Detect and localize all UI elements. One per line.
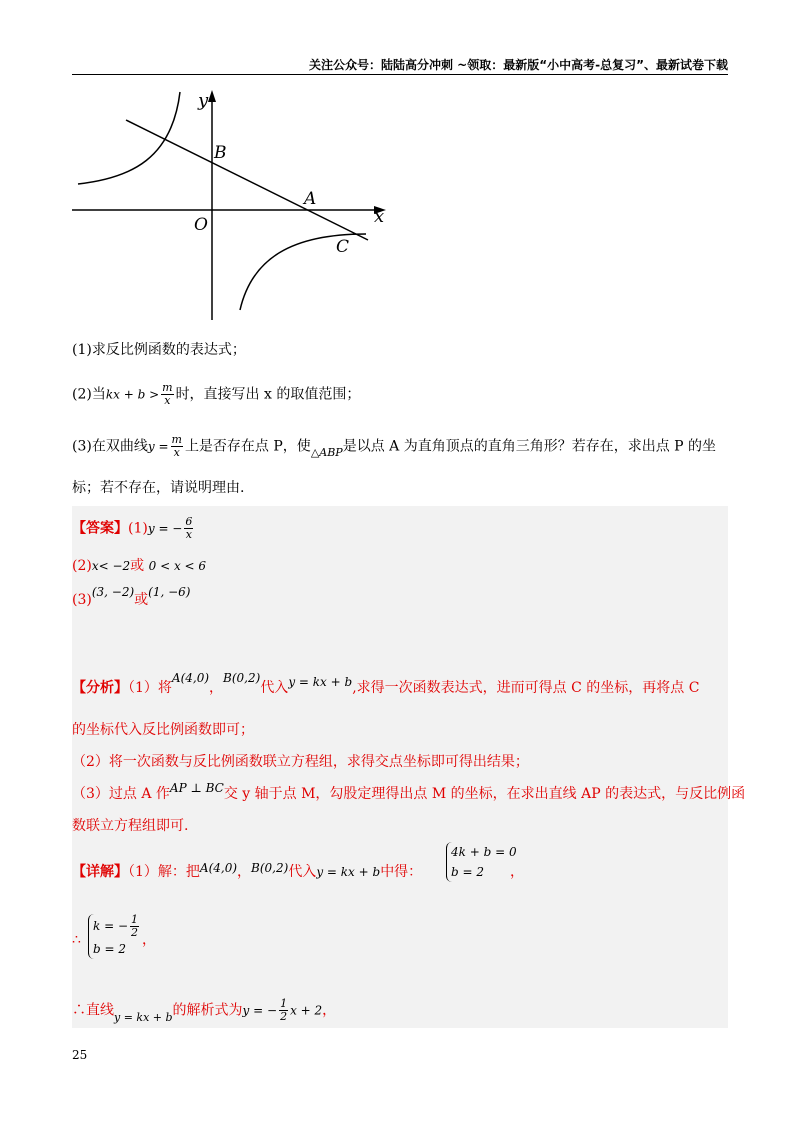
answer-1-prefix: (1) bbox=[128, 520, 148, 537]
detail-system-2-fraction bbox=[130, 914, 139, 939]
answer-2 bbox=[72, 556, 206, 576]
detail-line-3 bbox=[72, 998, 336, 1023]
answer-2-or: 或 bbox=[130, 558, 145, 574]
q2-suffix: 时，直接写出 x 的取值范围； bbox=[175, 386, 361, 403]
analysis-l1-a: （1）将 bbox=[128, 680, 172, 696]
detail-therefore: ∴ bbox=[72, 932, 81, 948]
detail-line-1 bbox=[72, 862, 422, 882]
detail-tag: 【详解】 bbox=[72, 864, 128, 880]
answer-3-point-2: (1, −6) bbox=[148, 585, 191, 599]
q3-triangle: △ABP bbox=[310, 445, 343, 459]
answer-2-prefix: (2) bbox=[72, 558, 92, 574]
linear-function-line bbox=[126, 120, 368, 240]
q3-suffix: 是以点 A 为直角顶点的直角三角形？若存在，求出点 P 的坐 bbox=[342, 438, 717, 455]
label-a: A bbox=[304, 189, 317, 209]
page-header: 关注公众号：陆陆高分冲刺 ~领取：最新版“小中高考-总复习”、最新试卷下载 bbox=[309, 58, 728, 72]
detail-l1-b: 代入 bbox=[288, 864, 317, 880]
q3-numerator: m bbox=[171, 433, 182, 446]
detail-l3-b: 的解析式为 bbox=[172, 1002, 243, 1019]
detail-l3-equation: y = kx + b bbox=[114, 1010, 173, 1024]
q2-fraction bbox=[161, 382, 173, 407]
page-number: 25 bbox=[72, 1048, 88, 1062]
detail-equation: y = kx + b bbox=[316, 865, 381, 879]
analysis-l4-b: 交 y 轴于点 M，勾股定理得出点 M 的坐标，在求出直线 AP 的表达式，与反比例函 bbox=[223, 786, 746, 802]
q2-prefix: (2)当 bbox=[72, 386, 106, 403]
y-axis-arrow bbox=[208, 90, 216, 102]
detail-comma-2: ， bbox=[142, 932, 156, 948]
function-graph bbox=[72, 88, 392, 320]
question-2 bbox=[72, 382, 360, 407]
label-origin: O bbox=[194, 215, 208, 235]
analysis-perpendicular: AP ⊥ BC bbox=[169, 781, 224, 795]
label-y: y bbox=[198, 90, 209, 111]
question-1: (1)求反比例函数的表达式； bbox=[72, 342, 246, 358]
hyperbola-left-branch bbox=[78, 92, 180, 184]
answer-3-point-1: (3, −2) bbox=[91, 585, 135, 599]
analysis-line-5: 数联立方程组即可. bbox=[72, 818, 189, 834]
question-3-line-2: 标；若不存在，请说明理由. bbox=[72, 480, 245, 496]
q3-y: y = bbox=[147, 439, 169, 454]
answer-3-prefix: (3) bbox=[72, 592, 92, 608]
detail-l3-y: y = − bbox=[242, 1003, 278, 1018]
q3-denominator: x bbox=[173, 446, 180, 459]
header-rule bbox=[72, 74, 728, 75]
analysis-line-3: （2）将一次函数与反比例函数联立方程组，求得交点坐标即可得出结果； bbox=[72, 754, 529, 770]
detail-system-1 bbox=[446, 842, 517, 882]
answer-1-numerator: 6 bbox=[185, 515, 193, 528]
analysis-sep: ， bbox=[209, 680, 224, 696]
q2-denominator: x bbox=[164, 394, 171, 407]
question-3 bbox=[72, 434, 716, 459]
analysis-l1-c: ,求得一次函数表达式，进而可得点 C 的坐标，再将点 C bbox=[352, 680, 700, 696]
label-c: C bbox=[336, 237, 350, 257]
detail-l3-comma: ， bbox=[322, 1002, 337, 1019]
detail-l3-fraction bbox=[279, 998, 288, 1023]
detail-sep: ， bbox=[237, 864, 252, 880]
detail-point-b: B(0,2) bbox=[251, 861, 289, 875]
answer-2-expression-2: 0 < x < 6 bbox=[148, 559, 207, 573]
answer-3-or: 或 bbox=[134, 592, 149, 608]
analysis-point-b: B(0,2) bbox=[223, 671, 261, 685]
detail-comma-1: ， bbox=[510, 864, 524, 880]
analysis-line-4 bbox=[72, 781, 746, 804]
q2-numerator: m bbox=[162, 381, 173, 394]
answer-1 bbox=[72, 516, 195, 541]
q3-mid: 上是否存在点 P，使 bbox=[184, 438, 311, 455]
q2-expression: kx + b > bbox=[105, 387, 160, 402]
analysis-equation: y = kx + b bbox=[288, 675, 353, 689]
detail-system-1-row-2: b = 2 bbox=[451, 865, 484, 879]
answer-3 bbox=[72, 585, 191, 610]
analysis-line-2: 的坐标代入反比例函数即可； bbox=[72, 722, 254, 738]
q3-fraction bbox=[171, 434, 183, 459]
answer-1-expression: y = − bbox=[147, 521, 183, 536]
detail-system-2-row-1 bbox=[93, 914, 141, 939]
analysis-line-1 bbox=[72, 671, 700, 698]
analysis-point-a: A(4,0) bbox=[171, 671, 210, 685]
detail-l3-numerator: 1 bbox=[280, 997, 288, 1010]
analysis-l1-b: 代入 bbox=[260, 680, 289, 696]
answer-1-fraction bbox=[184, 516, 193, 541]
answer-1-denominator: x bbox=[185, 528, 192, 541]
detail-system-2 bbox=[88, 914, 141, 959]
label-x: x bbox=[374, 206, 385, 227]
label-b: B bbox=[214, 143, 227, 163]
detail-system-2-numerator: 1 bbox=[131, 913, 139, 926]
analysis-l4-a: （3）过点 A 作 bbox=[72, 786, 170, 802]
detail-l3-denominator: 2 bbox=[280, 1010, 288, 1023]
detail-point-a: A(4,0) bbox=[199, 861, 238, 875]
detail-system-2-k: k = − bbox=[93, 919, 129, 933]
detail-system-1-row-1: 4k + b = 0 bbox=[451, 845, 517, 859]
detail-system-2-row-2: b = 2 bbox=[93, 942, 126, 956]
detail-l1-c: 中得： bbox=[380, 864, 423, 880]
detail-l3-rest: x + 2 bbox=[290, 1003, 323, 1018]
detail-l1-a: （1）解：把 bbox=[128, 864, 200, 880]
answer-2-expression-1: x< −2 bbox=[91, 559, 131, 573]
q3-prefix: (3)在双曲线 bbox=[72, 438, 148, 455]
analysis-tag: 【分析】 bbox=[72, 680, 128, 696]
answer-tag: 【答案】 bbox=[72, 520, 128, 537]
detail-l3-a: ∴直线 bbox=[72, 1002, 114, 1019]
detail-system-2-denominator: 2 bbox=[131, 926, 139, 939]
